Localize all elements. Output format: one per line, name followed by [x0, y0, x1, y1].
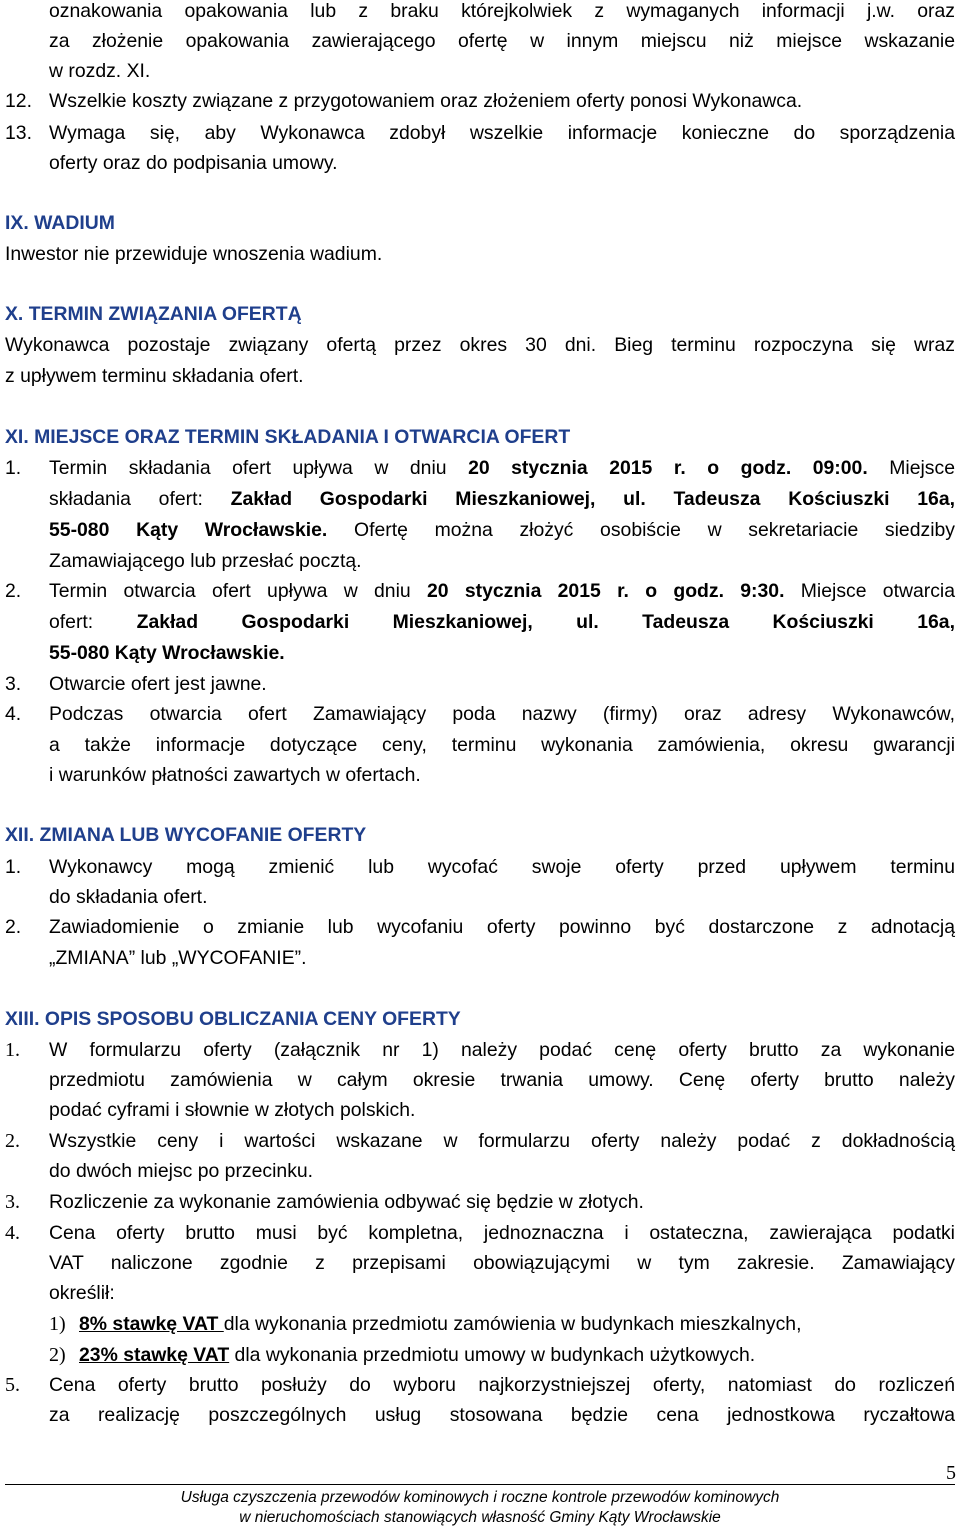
list-item: Wszystkie ceny i wartości wskazane w formularzu oferty należy podać z dokładnością: [49, 1130, 955, 1152]
text-line: do dwóch miejsc po przecinku.: [49, 1160, 314, 1182]
list-number: 4.: [5, 703, 22, 725]
list-number: 4.: [5, 1222, 20, 1244]
sublist-number: 1): [49, 1313, 66, 1335]
list-number: 2.: [5, 580, 22, 602]
deadline-date: 20 stycznia 2015 r. o godz. 09:00.: [468, 457, 868, 479]
text: Miejsce: [867, 457, 955, 479]
sublist-number: 2): [49, 1344, 66, 1366]
footer-line: w nieruchomościach stanowiących własność Gminy Kąty Wrocławskie: [239, 1509, 721, 1526]
page-number: 5: [946, 1462, 956, 1484]
text-line: za realizację poszczególnych usług stosowana będzie cena jednostkowa ryczałtowa: [49, 1404, 955, 1426]
text-line: [49, 638, 955, 668]
list-number: 2.: [5, 1130, 20, 1152]
footer-divider: [5, 1484, 955, 1485]
list-number: 1.: [5, 1039, 20, 1061]
section-heading: IX. WADIUM: [5, 212, 115, 234]
text-line: [49, 484, 955, 514]
list-item: Wykonawcy mogą zmienić lub wycofać swoje oferty przed upływem terminu: [49, 856, 955, 878]
text-line: [49, 515, 955, 545]
list-number: 3.: [5, 673, 22, 695]
list-number: 13.: [5, 122, 32, 144]
address: Zakład Gospodarki Mieszkaniowej, ul. Tadeusza Kościuszki 16a,: [136, 611, 955, 633]
text-line: oznakowania opakowania lub z braku którejkolwiek z wymaganych informacji j.w. oraz: [49, 0, 955, 22]
text: dla wykonania przedmiotu zamówienia w budynkach mieszkalnych,: [223, 1313, 802, 1335]
text-line: przedmiotu zamówienia w całym okresie trwania umowy. Cenę oferty brutto należy: [49, 1069, 955, 1091]
list-item: [49, 576, 955, 606]
list-number: 2.: [5, 916, 22, 938]
list-item: Cena oferty brutto musi być kompletna, jednoznaczna i ostateczna, zawierająca podatki: [49, 1222, 955, 1244]
section-heading: XII. ZMIANA LUB WYCOFANIE OFERTY: [5, 824, 367, 846]
text-line: Zamawiającego lub przesłać pocztą.: [49, 550, 362, 572]
text-line: określił:: [49, 1282, 115, 1304]
text: dla wykonania przedmiotu umowy w budynkach użytkowych.: [229, 1344, 756, 1366]
section-heading: XI. MIEJSCE ORAZ TERMIN SKŁADANIA I OTWARCIA OFERT: [5, 426, 571, 448]
list-item: Zawiadomienie o zmianie lub wycofaniu oferty powinno być dostarczone z adnotacją: [49, 916, 955, 938]
text-line: VAT naliczone zgodnie z przepisami obowiązującymi w tym zakresie. Zamawiający: [49, 1252, 955, 1274]
vat-rate: 8% stawkę VAT: [79, 1313, 224, 1335]
paragraph-line: z upływem terminu składania ofert.: [5, 365, 304, 387]
list-item: Wszelkie koszty związane z przygotowaniem oraz złożeniem oferty ponosi Wykonawca.: [49, 90, 803, 112]
list-number: 5.: [5, 1374, 20, 1396]
text: Termin otwarcia ofert upływa w dniu: [49, 580, 427, 602]
text-line: „ZMIANA” lub „WYCOFANIE”.: [49, 947, 307, 969]
list-item: Wymaga się, aby Wykonawca zdobył wszelkie informacje konieczne do sporządzenia: [49, 122, 955, 144]
address: 55-080 Kąty Wrocławskie.: [49, 519, 328, 541]
list-number: 12.: [5, 90, 32, 112]
address: Zakład Gospodarki Mieszkaniowej, ul. Tadeusza Kościuszki 16a,: [230, 488, 955, 510]
text: Miejsce otwarcia: [784, 580, 956, 602]
list-item: Otwarcie ofert jest jawne.: [49, 673, 267, 695]
section-heading: XIII. OPIS SPOSOBU OBLICZANIA CENY OFERTY: [5, 1008, 461, 1030]
address: 55-080 Kąty Wrocławskie.: [49, 642, 285, 664]
list-number: 3.: [5, 1191, 20, 1213]
list-number: 1.: [5, 856, 22, 878]
list-item: Podczas otwarcia ofert Zamawiający poda nazwy (firmy) oraz adresy Wykonawców,: [49, 703, 955, 725]
list-item: W formularzu oferty (załącznik nr 1) należy podać cenę oferty brutto za wykonanie: [49, 1039, 955, 1061]
opening-date: 20 stycznia 2015 r. o godz. 9:30.: [426, 580, 785, 602]
text: składania ofert:: [49, 488, 231, 510]
text: Termin składania ofert upływa w dniu: [49, 457, 469, 479]
paragraph-line: Wykonawca pozostaje związany ofertą przez okres 30 dni. Bieg terminu rozpoczyna się wraz: [5, 334, 955, 356]
text-line: [49, 607, 955, 637]
list-item: Cena oferty brutto posłuży do wyboru najkorzystniejszej oferty, natomiast do rozliczeń: [49, 1374, 955, 1396]
section-heading: X. TERMIN ZWIĄZANIA OFERTĄ: [5, 303, 302, 325]
footer-line: Usługa czyszczenia przewodów kominowych i roczne kontrole przewodów kominowych: [180, 1489, 780, 1506]
list-item: [49, 453, 955, 483]
paragraph: Inwestor nie przewiduje wnoszenia wadium.: [5, 243, 383, 265]
text-line: podać cyframi i słownie w złotych polskich.: [49, 1099, 416, 1121]
text-line: do składania ofert.: [49, 886, 208, 908]
text-line: a także informacje dotyczące ceny, terminu wykonania zamówienia, okresu gwarancji: [49, 734, 955, 756]
text-line: w rozdz. XI.: [49, 60, 151, 82]
list-number: 1.: [5, 457, 22, 479]
text: ofert:: [49, 611, 137, 633]
text: Ofertę można złożyć osobiście w sekretariacie siedziby: [327, 519, 955, 541]
vat-rate: 23% stawkę VAT: [79, 1344, 230, 1366]
text-line: za złożenie opakowania zawierającego ofertę w innym miejscu niż miejsce wskazanie: [49, 30, 955, 52]
list-item: Rozliczenie za wykonanie zamówienia odbywać się będzie w złotych.: [49, 1191, 644, 1213]
sublist-item: [79, 1309, 801, 1339]
sublist-item: [79, 1340, 755, 1370]
text-line: oferty oraz do podpisania umowy.: [49, 152, 338, 174]
text-line: i warunków płatności zawartych w ofertach.: [49, 764, 421, 786]
